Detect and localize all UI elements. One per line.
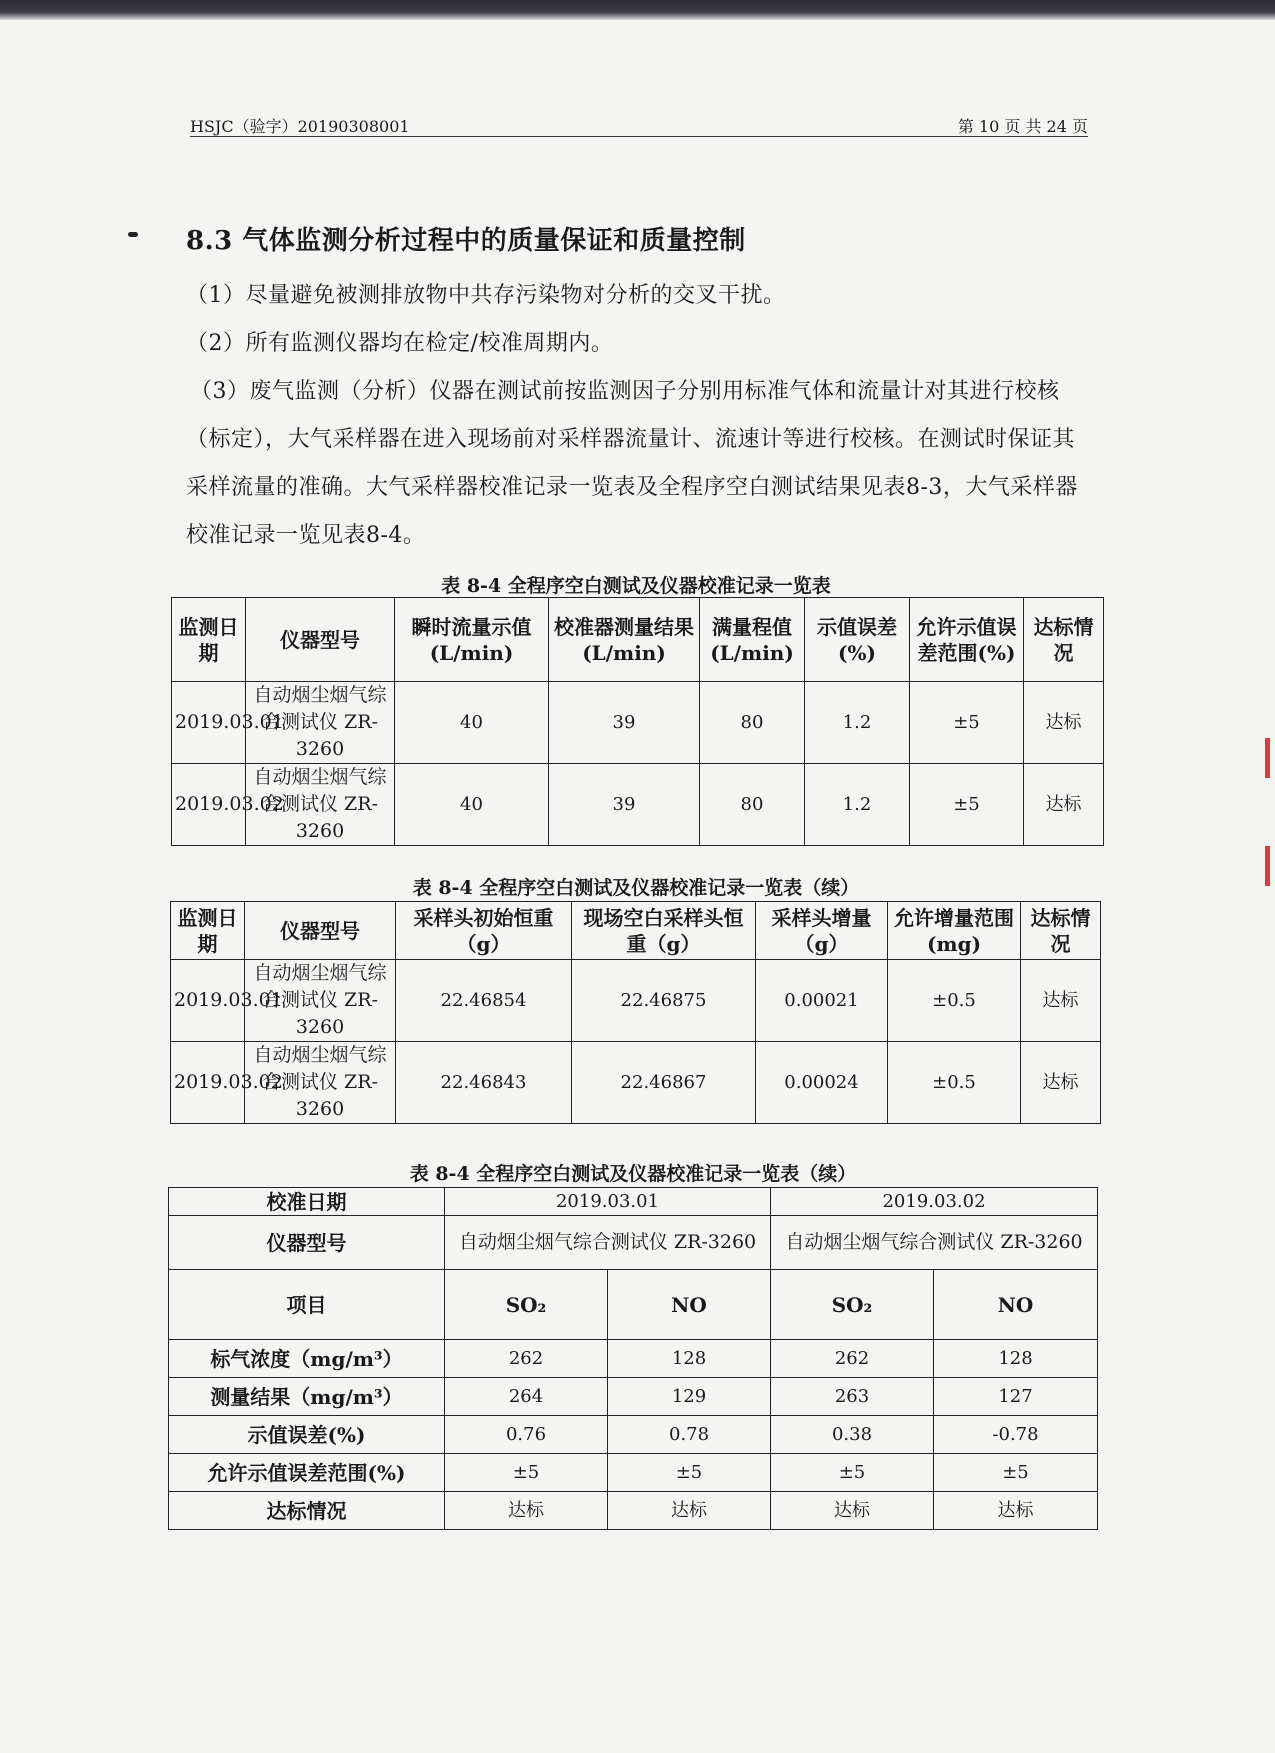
- table2-header: 允许增量范围(mg): [888, 902, 1021, 960]
- table3-caption: 表 8-4 全程序空白测试及仪器校准记录一览表（续）: [409, 1163, 857, 1185]
- table2-header: 采样头初始恒重（g）: [396, 902, 572, 960]
- seal-edge-mark: [1265, 846, 1270, 886]
- table3: [168, 1187, 1098, 1530]
- item-no: NO: [608, 1270, 771, 1340]
- doc-id: HSJC（验字）20190308001: [190, 117, 410, 136]
- table2-header: 现场空白采样头恒重（g）: [572, 902, 756, 960]
- table1-header-row: [172, 598, 1104, 682]
- table-row: 测量结果（mg/m³） 264 129 263 127: [169, 1378, 1098, 1416]
- instrument-label: 仪器型号: [169, 1216, 445, 1270]
- scan-top-edge: [0, 0, 1275, 20]
- table-row: 2019.03.01 自动烟尘烟气综合测试仪 ZR-3260 22.46854 22.46875 0.00021 ±0.5 达标: [171, 960, 1101, 1042]
- paragraph-1: （1）尽量避免被测排放物中共存污染物对分析的交叉干扰。: [186, 283, 786, 308]
- table1-header: 校准器测量结果(L/min): [549, 598, 700, 682]
- date-2: 2019.03.02: [771, 1188, 1098, 1216]
- bullet-mark: [128, 232, 138, 237]
- table2-header: 达标情况: [1021, 902, 1101, 960]
- table1-header: 示值误差(%): [805, 598, 910, 682]
- table2-header: 仪器型号: [245, 902, 396, 960]
- table2-caption: 表 8-4 全程序空白测试及仪器校准记录一览表（续）: [412, 877, 860, 899]
- item-so2: SO₂: [445, 1270, 608, 1340]
- table-row: 2019.03.01 自动烟尘烟气综合测试仪 ZR-3260 40 39 80 1.2 ±5 达标: [172, 682, 1104, 764]
- table2-header: 监测日期: [171, 902, 245, 960]
- page-header: [190, 114, 1088, 137]
- table3-date-row: [169, 1188, 1098, 1216]
- paragraph-3: （3）废气监测（分析）仪器在测试前按监测因子分别用标准气体和流量计对其进行校核（标定），大气采样器在进入现场前对采样器流量计、流速计等进行校核。在测试时保证其采样流量的准确。大气采样器校准记录一览表及全程序空白测试结果见表8-3，大气采样器校准记录一览见表8-4。: [186, 379, 1078, 548]
- table1-header: 满量程值(L/min): [700, 598, 805, 682]
- table1-caption: 表 8-4 全程序空白测试及仪器校准记录一览表: [441, 575, 831, 597]
- date-1: 2019.03.01: [445, 1188, 771, 1216]
- table1-header: 仪器型号: [246, 598, 395, 682]
- item-label: 项目: [169, 1270, 445, 1340]
- table-row: 2019.03.02 自动烟尘烟气综合测试仪 ZR-3260 22.46843 22.46867 0.00024 ±0.5 达标: [171, 1042, 1101, 1124]
- table3-instrument-row: [169, 1216, 1098, 1270]
- date-label: 校准日期: [169, 1188, 445, 1216]
- table2-header: 采样头增量（g）: [756, 902, 888, 960]
- table-row: 允许示值误差范围(%) ±5 ±5 ±5 ±5: [169, 1454, 1098, 1492]
- instrument-1: 自动烟尘烟气综合测试仪 ZR-3260: [445, 1216, 771, 1270]
- table1-header: 允许示值误差范围(%): [910, 598, 1024, 682]
- item-no: NO: [934, 1270, 1098, 1340]
- table1-header: 监测日期: [172, 598, 246, 682]
- seal-edge-mark: [1265, 738, 1270, 778]
- table1-header: 达标情况: [1024, 598, 1104, 682]
- page-number: 第 10 页 共 24 页: [957, 117, 1088, 136]
- table3-item-row: [169, 1270, 1098, 1340]
- instrument-2: 自动烟尘烟气综合测试仪 ZR-3260: [771, 1216, 1098, 1270]
- table1: [171, 597, 1104, 846]
- table1-header: 瞬时流量示值(L/min): [395, 598, 549, 682]
- table-row: 达标情况 达标 达标 达标 达标: [169, 1492, 1098, 1530]
- table-row: 标气浓度（mg/m³） 262 128 262 128: [169, 1340, 1098, 1378]
- section-title: 8.3 气体监测分析过程中的质量保证和质量控制: [186, 226, 746, 256]
- table-row: 2019.03.02 自动烟尘烟气综合测试仪 ZR-3260 40 39 80 1.2 ±5 达标: [172, 764, 1104, 846]
- item-so2: SO₂: [771, 1270, 934, 1340]
- table-row: 示值误差(%) 0.76 0.78 0.38 -0.78: [169, 1416, 1098, 1454]
- table2-header-row: [171, 902, 1101, 960]
- paragraph-2: （2）所有监测仪器均在检定/校准周期内。: [186, 331, 614, 356]
- table2: [170, 901, 1101, 1124]
